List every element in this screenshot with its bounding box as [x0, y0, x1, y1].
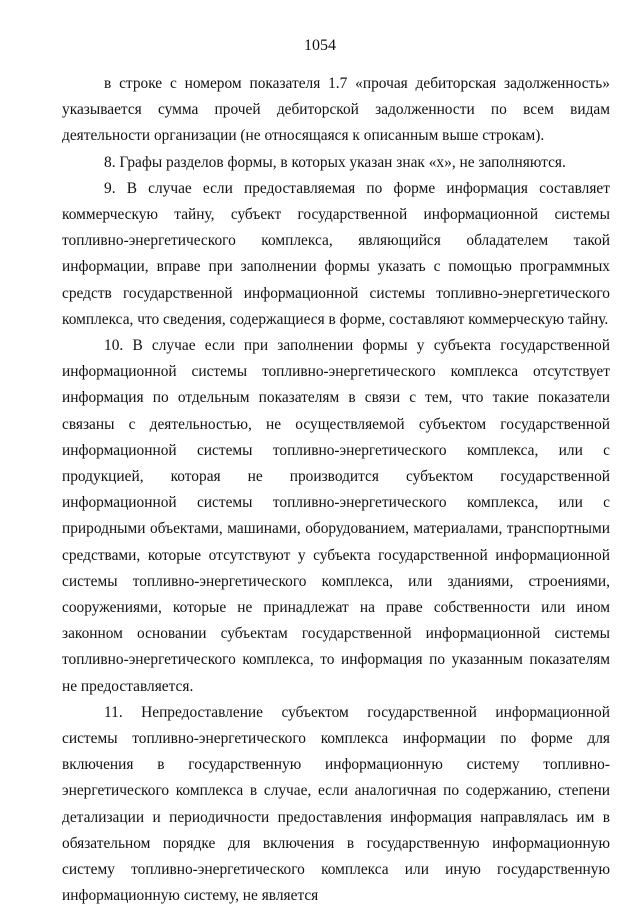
document-body — [62, 71, 610, 910]
paragraph-line-1-7: в строке с номером показателя 1.7 «прочая дебиторская задолженность» указывается сумма прочей дебиторской задолженности по всем видам деятельности организации (не относящаяся к описанным выше строкам). — [62, 75, 610, 145]
paragraph-10: 10. В случае если при заполнении формы у субъекта государственной информационной системы топливно-энергетического комплекса отсутствует информация по отдельным показателям в связи с тем, что такие показатели связаны с деятельностью, не осуществляемой субъектом государственной информационной системы топливно-энергетического комплекса, или с продукцией, которая не производится субъектом государственной информационной системы топливно-энергетического комплекса, или с природными объектами, машинами, оборудованием, материалами, транспортными средствами, которые отсутствуют у субъекта государственной информационной системы топливно-энергетического комплекса, или зданиями, строениями, сооружениями, которые не принадлежат на праве собственности или ином законном основании субъектам государственной информационной системы топливно-энергетического комплекса, то информация по указанным показателям не предоставляется. — [62, 337, 610, 695]
paragraph-11: 11. Непредоставление субъектом государственной информационной системы топливно-энергетического комплекса информации по форме для включения в государственную информационную систему топливно-энергетического комплекса в случае, если аналогичная по содержанию, степени детализации и периодичности предоставления информация направлялась им в обязательном порядке для включения в государственную информационную систему топливно-энергетического комплекса или иную государственную информационную систему, не является — [62, 703, 610, 905]
paragraph-8: 8. Графы разделов формы, в которых указан знак «x», не заполняются. — [104, 153, 566, 171]
page-number: 1054 — [304, 37, 336, 54]
paragraph-9: 9. В случае если предоставляемая по форме информация составляет коммерческую тайну, субъект государственной информационной системы топливно-энергетического комплекса, являющийся обладателем такой информации, вправе при заполнении формы указать с помощью программных средств государственной информационной системы топливно-энергетического комплекса, что сведения, содержащиеся в форме, составляют коммерческую тайну. — [62, 179, 610, 328]
